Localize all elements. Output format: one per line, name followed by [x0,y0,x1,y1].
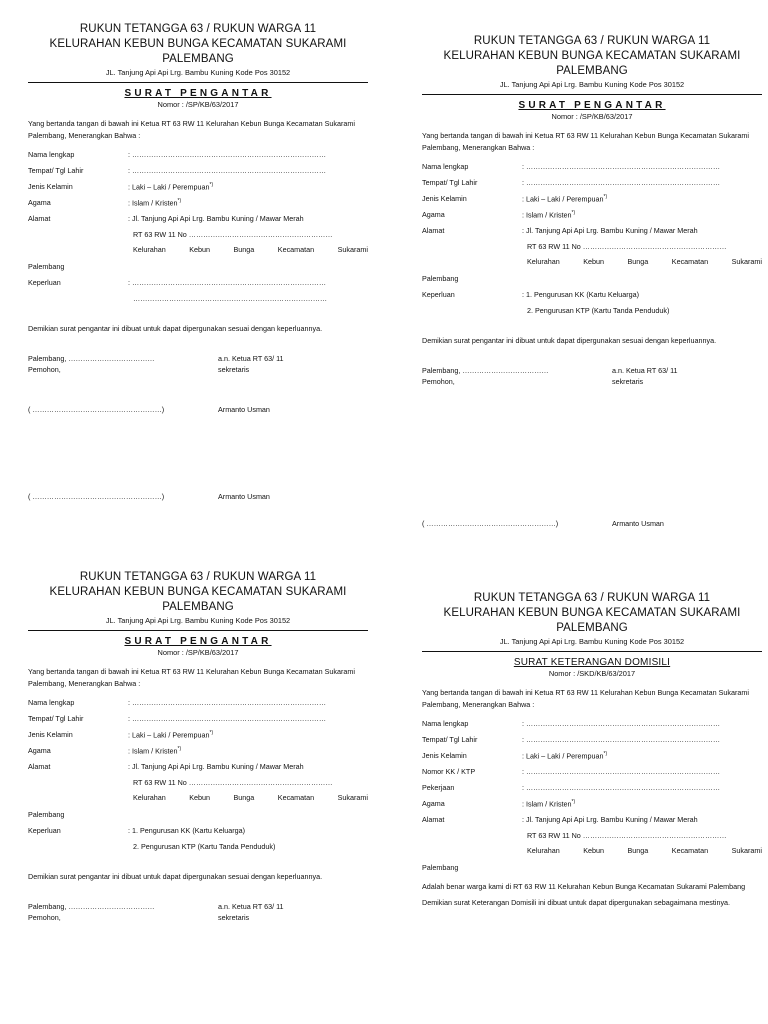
place-date: Palembang, ……………………………… [28,354,155,363]
org-line-2: KELURAHAN KEBUN BUNGA KECAMATAN SUKARAMI [443,50,741,62]
field-label: Tempat/ Tgl Lahir [28,714,84,723]
address-word: Kelurahan [527,846,560,855]
closing-text: Demikian surat pengantar ini dibuat untuk dapat dipergunakan sesuai dengan keperluannya. [28,324,323,333]
org-line-1: RUKUN TETANGGA 63 / RUKUN WARGA 11 [79,571,317,583]
field-jenis-kelamin [28,182,368,198]
field-value: : Islam / Kristen*) [128,746,182,756]
domicile-statement: Adalah benar warga kami di RT 63 RW 11 Kelurahan Kebun Bunga Kecamatan Sukarami Palembang [422,882,746,891]
letter-title: SURAT PENGANTAR [518,100,666,111]
field-value: : ……………………………………………………………………… [128,166,327,175]
address-word: Kebun [583,257,605,266]
field-label: Tempat/ Tgl Lahir [422,178,478,187]
field-alamat [422,815,762,831]
address-word: Kecamatan [277,793,315,802]
city-line: Palembang [28,262,65,271]
address-word: Kebun [583,846,605,855]
city-line: Palembang [422,863,459,872]
address-word: Bunga [233,793,255,802]
org-line-3: PALEMBANG [162,601,234,613]
address-cont-2 [28,793,368,808]
address-word: Sukarami [337,793,368,802]
address-word: Bunga [233,245,255,254]
signer-name: Armanto Usman [612,519,664,528]
address-word: Kebun [189,245,211,254]
footnote-marker: *) [209,730,214,736]
keperluan-cont: ……………………………………………………………………… [133,294,328,303]
field-label: Pekerjaan [422,783,455,792]
intro-text: Yang bertanda tangan di bawah ini Ketua RT 63 RW 11 Kelurahan Kebun Bunga Kecamatan Sukarami Palembang, Menerangkan Bahwa : [28,119,355,140]
place-date: Palembang, ……………………………… [422,366,549,375]
address-word: Bunga [627,257,649,266]
field-alamat [28,214,368,230]
signer-role: a.n. Ketua RT 63/ 11 [218,902,284,911]
org-address: JL. Tanjung Api Api Lrg. Bambu Kuning Kode Pos 30152 [105,616,291,625]
org-line-1: RUKUN TETANGGA 63 / RUKUN WARGA 11 [473,592,711,604]
field-label: Nama lengkap [422,162,469,171]
field-agama [28,746,368,762]
letter-number: Nomor : /SP/KB/63/2017 [157,100,239,109]
address-word: Sukarami [731,257,762,266]
field-ttl [28,166,368,182]
field-value: : Islam / Kristen*) [522,799,576,809]
field-pekerjaan [422,783,762,799]
signature-names-2 [28,492,368,501]
signature-names [422,519,762,528]
footnote-marker: *) [177,198,182,204]
field-nama [422,162,762,178]
field-value: : Laki – Laki / Perempuan*) [522,751,608,761]
field-label: Alamat [422,815,445,824]
field-value: : ……………………………………………………………………… [128,698,327,707]
pemohon-label: Pemohon, [28,913,61,922]
signature-block [28,901,368,923]
field-value: : Jl. Tanjung Api Api Lrg. Bambu Kuning / Mawar Merah [522,815,698,824]
header-divider [28,630,368,631]
field-value: : Jl. Tanjung Api Api Lrg. Bambu Kuning / Mawar Merah [128,214,304,223]
address-word: Kecamatan [671,846,709,855]
field-ttl [422,735,762,751]
letter-title: SURAT PENGANTAR [124,636,272,647]
field-label: Nama lengkap [422,719,469,728]
letter-number: Nomor : /SP/KB/63/2017 [551,112,633,121]
field-value: : ……………………………………………………………………… [522,783,721,792]
field-value: : Jl. Tanjung Api Api Lrg. Bambu Kuning / Mawar Merah [128,762,304,771]
field-value: : ……………………………………………………………………… [522,162,721,171]
letter-title: SURAT PENGANTAR [124,88,272,99]
address-cont-1: RT 63 RW 11 No …………………………………………………… [133,230,333,239]
address-word: Sukarami [731,846,762,855]
field-jenis-kelamin [422,194,762,210]
field-label: Alamat [422,226,445,235]
field-label: Jenis Kelamin [28,182,73,191]
field-label: Tempat/ Tgl Lahir [422,735,478,744]
field-value: : Laki – Laki / Perempuan*) [128,182,214,192]
org-address: JL. Tanjung Api Api Lrg. Bambu Kuning Kode Pos 30152 [499,80,685,89]
signature-names [28,405,368,414]
letter-number: Nomor : /SP/KB/63/2017 [157,648,239,657]
field-value: : ……………………………………………………………………… [522,178,721,187]
address-word: Kelurahan [133,793,166,802]
address-word: Kebun [189,793,211,802]
org-line-1: RUKUN TETANGGA 63 / RUKUN WARGA 11 [79,23,317,35]
applicant-blank: ( ………………………………………………) [28,405,165,414]
field-agama [422,799,762,815]
city-line: Palembang [28,810,65,819]
pemohon-label: Pemohon, [28,365,61,374]
field-keperluan [28,826,368,842]
signer-role-2: sekretaris [218,365,250,374]
signer-role-2: sekretaris [218,913,250,922]
field-keperluan [422,290,762,306]
field-label: Agama [422,210,445,219]
field-label: Nama lengkap [28,698,75,707]
header-divider [422,651,762,652]
address-cont-1: RT 63 RW 11 No …………………………………………………… [527,242,727,251]
org-line-2: KELURAHAN KEBUN BUNGA KECAMATAN SUKARAMI [49,586,347,598]
form-surat-pengantar-3 [28,570,368,923]
signer-role: a.n. Ketua RT 63/ 11 [218,354,284,363]
field-value: : ……………………………………………………………………… [522,735,721,744]
field-value: : Jl. Tanjung Api Api Lrg. Bambu Kuning / Mawar Merah [522,226,698,235]
address-word: Kecamatan [671,257,709,266]
letter-number: Nomor : /SKD/KB/63/2017 [548,669,636,678]
field-label: Agama [28,746,51,755]
closing-text: Demikian surat pengantar ini dibuat untuk dapat dipergunakan sesuai dengan keperluannya. [28,872,323,881]
signer-name: Armanto Usman [218,405,270,414]
pemohon-label: Pemohon, [422,377,455,386]
field-nomor-kk-ktp [422,767,762,783]
signature-block [422,365,762,387]
field-alamat [28,762,368,778]
letter-title: SURAT KETERANGAN DOMISILI [513,657,671,668]
footnote-marker: *) [177,746,182,752]
address-word: Kelurahan [527,257,560,266]
closing-text: Demikian surat Keterangan Domisili ini dibuat untuk dapat dipergunakan sebagaimana mestinya. [422,898,731,907]
org-line-3: PALEMBANG [556,65,628,77]
keperluan-cont: 2. Pengurusan KTP (Kartu Tanda Penduduk) [133,842,276,851]
field-agama [422,210,762,226]
field-label: Agama [422,799,445,808]
applicant-blank: ( ………………………………………………) [422,519,559,528]
field-label: Tempat/ Tgl Lahir [28,166,84,175]
field-jenis-kelamin [422,751,762,767]
address-cont-1: RT 63 RW 11 No …………………………………………………… [133,778,333,787]
field-nama [28,150,368,166]
signer-role: a.n. Ketua RT 63/ 11 [612,366,678,375]
field-keperluan [28,278,368,294]
field-agama [28,198,368,214]
field-nama [422,719,762,735]
field-label: Keperluan [422,290,455,299]
address-word: Bunga [627,846,649,855]
field-value: : ……………………………………………………………………… [522,719,721,728]
field-alamat [422,226,762,242]
field-label: Alamat [28,214,51,223]
address-word: Kecamatan [277,245,315,254]
field-value: : ……………………………………………………………………… [128,278,327,287]
field-label: Alamat [28,762,51,771]
address-cont-2 [422,257,762,272]
form-surat-keterangan-domisili [422,591,762,909]
intro-text: Yang bertanda tangan di bawah ini Ketua RT 63 RW 11 Kelurahan Kebun Bunga Kecamatan Sukarami Palembang, Menerangkan Bahwa : [422,688,749,709]
address-word: Kelurahan [133,245,166,254]
org-line-1: RUKUN TETANGGA 63 / RUKUN WARGA 11 [473,35,711,47]
org-line-2: KELURAHAN KEBUN BUNGA KECAMATAN SUKARAMI [49,38,347,50]
field-ttl [422,178,762,194]
form-surat-pengantar-2 [422,34,762,528]
field-label: Jenis Kelamin [28,730,73,739]
field-label: Agama [28,198,51,207]
field-value: : Laki – Laki / Perempuan*) [522,194,608,204]
place-date: Palembang, ……………………………… [28,902,155,911]
field-value: : 1. Pengurusan KK (Kartu Keluarga) [522,290,640,299]
city-line: Palembang [422,274,459,283]
org-address: JL. Tanjung Api Api Lrg. Bambu Kuning Kode Pos 30152 [105,68,291,77]
footnote-marker: *) [603,194,608,200]
address-cont-2 [28,245,368,260]
field-label: Keperluan [28,278,61,287]
address-cont-1: RT 63 RW 11 No …………………………………………………… [527,831,727,840]
field-value: : Laki – Laki / Perempuan*) [128,730,214,740]
signer-name: Armanto Usman [218,492,270,501]
org-line-3: PALEMBANG [162,53,234,65]
field-label: Jenis Kelamin [422,194,467,203]
field-value: : 1. Pengurusan KK (Kartu Keluarga) [128,826,246,835]
footnote-marker: *) [571,210,576,216]
field-label: Jenis Kelamin [422,751,467,760]
keperluan-cont: 2. Pengurusan KTP (Kartu Tanda Penduduk) [527,306,670,315]
applicant-blank: ( ………………………………………………) [28,492,165,501]
closing-text: Demikian surat pengantar ini dibuat untuk dapat dipergunakan sesuai dengan keperluannya. [422,336,717,345]
field-ttl [28,714,368,730]
signature-block [28,353,368,375]
field-value: : ……………………………………………………………………… [522,767,721,776]
footnote-marker: *) [603,751,608,757]
header-divider [422,94,762,95]
form-surat-pengantar-1 [28,22,368,501]
header-divider [28,82,368,83]
field-value: : Islam / Kristen*) [128,198,182,208]
field-label: Keperluan [28,826,61,835]
field-jenis-kelamin [28,730,368,746]
footnote-marker: *) [571,799,576,805]
intro-text: Yang bertanda tangan di bawah ini Ketua RT 63 RW 11 Kelurahan Kebun Bunga Kecamatan Sukarami Palembang, Menerangkan Bahwa : [28,667,355,688]
org-address: JL. Tanjung Api Api Lrg. Bambu Kuning Kode Pos 30152 [499,637,685,646]
field-value: : Islam / Kristen*) [522,210,576,220]
field-label: Nama lengkap [28,150,75,159]
signer-role-2: sekretaris [612,377,644,386]
field-nama [28,698,368,714]
field-value: : ……………………………………………………………………… [128,150,327,159]
address-word: Sukarami [337,245,368,254]
intro-text: Yang bertanda tangan di bawah ini Ketua RT 63 RW 11 Kelurahan Kebun Bunga Kecamatan Sukarami Palembang, Menerangkan Bahwa : [422,131,749,152]
footnote-marker: *) [209,182,214,188]
address-cont-2 [422,846,762,861]
field-label: Nomor KK / KTP [422,767,476,776]
org-line-3: PALEMBANG [556,622,628,634]
field-value: : ……………………………………………………………………… [128,714,327,723]
org-line-2: KELURAHAN KEBUN BUNGA KECAMATAN SUKARAMI [443,607,741,619]
